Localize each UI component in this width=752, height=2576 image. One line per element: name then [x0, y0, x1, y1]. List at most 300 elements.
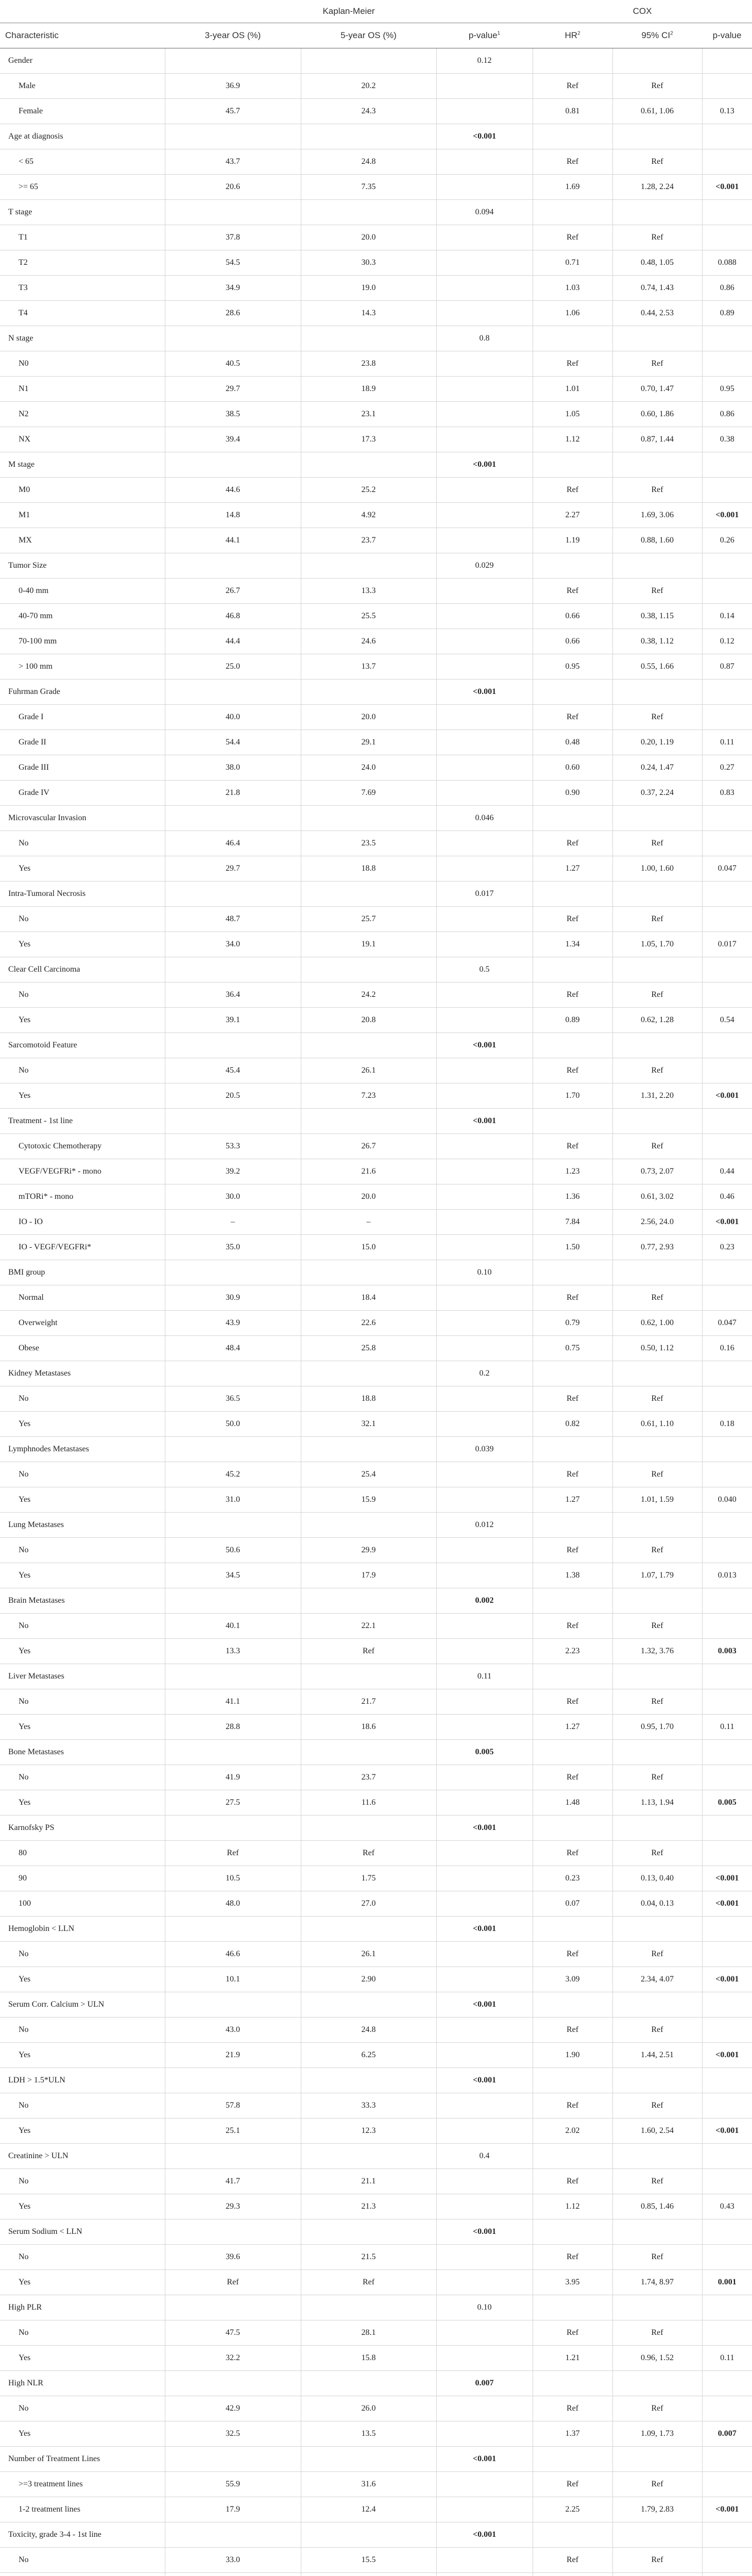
- value-cell: 50.6: [165, 1538, 301, 1563]
- value-cell: [533, 2371, 612, 2396]
- value-cell: 0.83: [702, 781, 752, 806]
- value-cell: 20.2: [301, 74, 436, 99]
- value-cell: [436, 1866, 533, 1891]
- value-cell: [436, 1891, 533, 1917]
- group-label: Bone Metastases: [0, 1740, 165, 1765]
- value-cell: [702, 149, 752, 175]
- value-cell: [301, 2219, 436, 2245]
- value-cell: 0.005: [702, 1790, 752, 1816]
- value-cell: 0.96, 1.52: [612, 2346, 702, 2371]
- value-cell: 1.74, 8.97: [612, 2270, 702, 2295]
- value-cell: [702, 74, 752, 99]
- value-cell: [612, 2144, 702, 2169]
- value-cell: [612, 1109, 702, 1134]
- value-cell: [165, 2371, 301, 2396]
- value-cell: [702, 1614, 752, 1639]
- value-cell: 0.85, 1.46: [612, 2194, 702, 2219]
- group-header-row: [0, 1917, 752, 1942]
- value-cell: 0.23: [533, 1866, 612, 1891]
- value-cell: [612, 1513, 702, 1538]
- characteristic-label: Yes: [0, 1563, 165, 1588]
- value-cell: [702, 452, 752, 478]
- value-cell: [702, 1917, 752, 1942]
- value-cell: 1.50: [533, 1235, 612, 1260]
- value-cell: [436, 831, 533, 856]
- value-cell: Ref: [533, 1538, 612, 1563]
- value-cell: [702, 200, 752, 225]
- value-cell: Ref: [533, 1841, 612, 1866]
- value-cell: 0.047: [702, 1311, 752, 1336]
- value-cell: 0.95: [702, 377, 752, 402]
- value-cell: [612, 2447, 702, 2472]
- table-row: [0, 932, 752, 957]
- value-cell: [702, 1765, 752, 1790]
- group-label: Clear Cell Carcinoma: [0, 957, 165, 982]
- value-cell: [436, 1790, 533, 1816]
- value-cell: [612, 553, 702, 579]
- value-cell: 48.7: [165, 907, 301, 932]
- value-cell: 30.3: [301, 250, 436, 276]
- value-cell: [436, 2421, 533, 2447]
- column-header: 95% $CI^2$: [612, 23, 702, 48]
- value-cell: [436, 74, 533, 99]
- group-label: Liver Metastases: [0, 1664, 165, 1689]
- value-cell: [702, 124, 752, 149]
- table-row: [0, 2548, 752, 2573]
- value-cell: 34.0: [165, 932, 301, 957]
- value-cell: [612, 680, 702, 705]
- value-cell: Ref: [612, 2018, 702, 2043]
- value-cell: [301, 1816, 436, 1841]
- group-label: LDH > 1.5*ULN: [0, 2068, 165, 2093]
- value-cell: [436, 932, 533, 957]
- value-cell: [702, 2396, 752, 2421]
- value-cell: [165, 2144, 301, 2169]
- characteristic-label: Grade II: [0, 730, 165, 755]
- value-cell: [301, 1664, 436, 1689]
- group-header-row: [0, 2371, 752, 2396]
- value-cell: 1.79, 2.83: [612, 2497, 702, 2522]
- value-cell: [533, 680, 612, 705]
- value-cell: <0.001: [436, 2447, 533, 2472]
- group-header-row: [0, 452, 752, 478]
- group-label: Tumor Size: [0, 553, 165, 579]
- value-cell: 17.9: [301, 1563, 436, 1588]
- characteristic-label: M1: [0, 503, 165, 528]
- value-cell: <0.001: [702, 2497, 752, 2522]
- value-cell: [702, 1260, 752, 1285]
- table-row: [0, 1462, 752, 1487]
- value-cell: [436, 654, 533, 680]
- value-cell: <0.001: [436, 1917, 533, 1942]
- value-cell: 22.1: [301, 1614, 436, 1639]
- value-cell: 18.8: [301, 1386, 436, 1412]
- value-cell: 4.92: [301, 503, 436, 528]
- value-cell: 24.6: [301, 629, 436, 654]
- value-cell: 1.19: [533, 528, 612, 553]
- value-cell: Ref: [533, 1058, 612, 1083]
- value-cell: [436, 377, 533, 402]
- value-cell: [165, 2447, 301, 2472]
- value-cell: Ref: [533, 831, 612, 856]
- value-cell: <0.001: [436, 1109, 533, 1134]
- value-cell: Ref: [612, 831, 702, 856]
- value-cell: 0.14: [702, 604, 752, 629]
- value-cell: [702, 1513, 752, 1538]
- table-row: [0, 604, 752, 629]
- table-row: [0, 1184, 752, 1210]
- value-cell: [612, 1816, 702, 1841]
- value-cell: [702, 1664, 752, 1689]
- value-cell: 0.007: [436, 2371, 533, 2396]
- value-cell: 0.13, 0.40: [612, 1866, 702, 1891]
- characteristic-label: Grade III: [0, 755, 165, 781]
- value-cell: 0.60, 1.86: [612, 402, 702, 427]
- value-cell: [702, 957, 752, 982]
- value-cell: 0.38, 1.12: [612, 629, 702, 654]
- value-cell: [165, 2295, 301, 2320]
- value-cell: 0.61, 3.02: [612, 1184, 702, 1210]
- value-cell: [436, 99, 533, 124]
- value-cell: Ref: [612, 1614, 702, 1639]
- table-row: [0, 2043, 752, 2068]
- value-cell: [533, 553, 612, 579]
- header-group-row: [0, 0, 752, 23]
- group-label: Brain Metastases: [0, 1588, 165, 1614]
- value-cell: [612, 2522, 702, 2548]
- value-cell: 26.1: [301, 1942, 436, 1967]
- value-cell: Ref: [533, 1285, 612, 1311]
- characteristic-label: No: [0, 1386, 165, 1412]
- value-cell: [436, 907, 533, 932]
- value-cell: [436, 2194, 533, 2219]
- value-cell: 1.38: [533, 1563, 612, 1588]
- value-cell: 0.95, 1.70: [612, 1715, 702, 1740]
- group-label: M stage: [0, 452, 165, 478]
- cox-header: COX: [533, 0, 752, 23]
- characteristic-label: 1-2 treatment lines: [0, 2497, 165, 2522]
- group-header-row: [0, 1740, 752, 1765]
- value-cell: 1.05: [533, 402, 612, 427]
- table-row: [0, 1639, 752, 1664]
- value-cell: [612, 1437, 702, 1462]
- characteristic-label: 40-70 mm: [0, 604, 165, 629]
- value-cell: [702, 1058, 752, 1083]
- value-cell: [702, 1437, 752, 1462]
- characteristic-label: mTORi* - mono: [0, 1184, 165, 1210]
- characteristic-label: No: [0, 1614, 165, 1639]
- group-label: High PLR: [0, 2295, 165, 2320]
- value-cell: 17.3: [301, 427, 436, 452]
- table-row: [0, 74, 752, 99]
- value-cell: 40.5: [165, 351, 301, 377]
- value-cell: 21.5: [301, 2245, 436, 2270]
- table-row: [0, 629, 752, 654]
- value-cell: 0.61, 1.10: [612, 1412, 702, 1437]
- value-cell: 1.48: [533, 1790, 612, 1816]
- value-cell: 48.0: [165, 1891, 301, 1917]
- value-cell: 0.26: [702, 528, 752, 553]
- value-cell: 13.3: [301, 579, 436, 604]
- value-cell: 11.6: [301, 1790, 436, 1816]
- group-label: Serum Corr. Calcium > ULN: [0, 1992, 165, 2018]
- value-cell: [165, 2068, 301, 2093]
- value-cell: <0.001: [702, 1210, 752, 1235]
- kaplan-meier-header: Kaplan-Meier: [165, 0, 533, 23]
- value-cell: 7.84: [533, 1210, 612, 1235]
- value-cell: Ref: [533, 225, 612, 250]
- value-cell: 34.9: [165, 276, 301, 301]
- value-cell: [533, 2068, 612, 2093]
- table-row: [0, 99, 752, 124]
- value-cell: [165, 1109, 301, 1134]
- value-cell: 45.7: [165, 99, 301, 124]
- value-cell: 10.1: [165, 1967, 301, 1992]
- value-cell: [702, 1942, 752, 1967]
- value-cell: Ref: [612, 1765, 702, 1790]
- value-cell: 29.3: [165, 2194, 301, 2219]
- value-cell: [436, 175, 533, 200]
- value-cell: Ref: [533, 2093, 612, 2119]
- characteristic-label: 0-40 mm: [0, 579, 165, 604]
- characteristic-label: Yes: [0, 1967, 165, 1992]
- value-cell: [436, 1538, 533, 1563]
- value-cell: [533, 957, 612, 982]
- value-cell: Ref: [612, 1462, 702, 1487]
- value-cell: [436, 301, 533, 326]
- value-cell: [533, 1361, 612, 1386]
- value-cell: [533, 2522, 612, 2548]
- value-cell: 0.001: [702, 2270, 752, 2295]
- value-cell: [702, 326, 752, 351]
- characteristic-label: Cytotoxic Chemotherapy: [0, 1134, 165, 1159]
- value-cell: [436, 402, 533, 427]
- group-label: Serum Sodium < LLN: [0, 2219, 165, 2245]
- value-cell: Ref: [612, 74, 702, 99]
- value-cell: 0.2: [436, 1361, 533, 1386]
- table-row: [0, 705, 752, 730]
- table-row: [0, 301, 752, 326]
- value-cell: 3.95: [533, 2270, 612, 2295]
- value-cell: [612, 1260, 702, 1285]
- value-cell: 20.0: [301, 1184, 436, 1210]
- table-row: [0, 427, 752, 452]
- value-cell: 0.90: [533, 781, 612, 806]
- value-cell: 45.2: [165, 1462, 301, 1487]
- value-cell: [436, 2573, 533, 2576]
- value-cell: Ref: [612, 1058, 702, 1083]
- value-cell: 28.1: [301, 2320, 436, 2346]
- value-cell: 2.25: [533, 2497, 612, 2522]
- value-cell: [436, 755, 533, 781]
- value-cell: [612, 1917, 702, 1942]
- value-cell: 0.37, 2.24: [612, 781, 702, 806]
- value-cell: 25.7: [301, 907, 436, 932]
- table-row: [0, 2270, 752, 2295]
- value-cell: [301, 2371, 436, 2396]
- value-cell: 0.62, 1.28: [612, 1008, 702, 1033]
- group-header-row: [0, 806, 752, 831]
- value-cell: [436, 2119, 533, 2144]
- value-cell: 0.12: [702, 629, 752, 654]
- value-cell: [702, 2320, 752, 2346]
- value-cell: [436, 1058, 533, 1083]
- value-cell: [436, 2093, 533, 2119]
- value-cell: 44.1: [165, 528, 301, 553]
- table-row: [0, 175, 752, 200]
- value-cell: [436, 503, 533, 528]
- value-cell: 46.6: [165, 1942, 301, 1967]
- value-cell: Ref: [612, 705, 702, 730]
- table-row: [0, 478, 752, 503]
- characteristic-label: Yes: [0, 1008, 165, 1033]
- group-header-row: [0, 48, 752, 74]
- value-cell: 15.9: [301, 1487, 436, 1513]
- value-cell: [436, 1462, 533, 1487]
- characteristic-label: N0: [0, 351, 165, 377]
- characteristic-label: M0: [0, 478, 165, 503]
- value-cell: [165, 2573, 301, 2576]
- value-cell: [533, 1588, 612, 1614]
- value-cell: 1.44, 2.51: [612, 2043, 702, 2068]
- value-cell: [702, 2371, 752, 2396]
- value-cell: [612, 1361, 702, 1386]
- table-row: [0, 982, 752, 1008]
- value-cell: 0.12: [436, 48, 533, 74]
- value-cell: [165, 1917, 301, 1942]
- value-cell: 25.4: [301, 1462, 436, 1487]
- value-cell: 55.9: [165, 2472, 301, 2497]
- value-cell: Ref: [612, 1689, 702, 1715]
- value-cell: [702, 1841, 752, 1866]
- characteristic-label: Yes: [0, 1412, 165, 1437]
- value-cell: 1.06: [533, 301, 612, 326]
- value-cell: Ref: [612, 2169, 702, 2194]
- value-cell: 18.6: [301, 1715, 436, 1740]
- value-cell: [165, 1437, 301, 1462]
- table-row: [0, 2169, 752, 2194]
- value-cell: [436, 629, 533, 654]
- value-cell: [612, 200, 702, 225]
- value-cell: 42.9: [165, 2396, 301, 2421]
- value-cell: [436, 1967, 533, 1992]
- value-cell: [702, 351, 752, 377]
- value-cell: Ref: [533, 907, 612, 932]
- value-cell: Ref: [612, 149, 702, 175]
- value-cell: [702, 579, 752, 604]
- value-cell: <0.001: [702, 503, 752, 528]
- value-cell: [165, 1992, 301, 2018]
- value-cell: 1.70: [533, 1083, 612, 1109]
- value-cell: 7.23: [301, 1083, 436, 1109]
- value-cell: [533, 1917, 612, 1942]
- characteristic-label: Yes: [0, 856, 165, 882]
- value-cell: [702, 680, 752, 705]
- value-cell: [301, 124, 436, 149]
- value-cell: –: [165, 1210, 301, 1235]
- table-row: [0, 1891, 752, 1917]
- value-cell: 0.10: [436, 1260, 533, 1285]
- value-cell: [612, 957, 702, 982]
- table-row: [0, 1715, 752, 1740]
- value-cell: 36.9: [165, 74, 301, 99]
- value-cell: [436, 276, 533, 301]
- value-cell: [702, 907, 752, 932]
- value-cell: 0.039: [436, 1437, 533, 1462]
- group-header-row: [0, 1437, 752, 1462]
- value-cell: 0.07: [533, 1891, 612, 1917]
- value-cell: 0.013: [702, 1563, 752, 1588]
- value-cell: 1.23: [533, 1159, 612, 1184]
- table-row: [0, 856, 752, 882]
- group-header-row: [0, 1361, 752, 1386]
- value-cell: 45.4: [165, 1058, 301, 1083]
- value-cell: Ref: [533, 2396, 612, 2421]
- table-row: [0, 1235, 752, 1260]
- value-cell: 47.5: [165, 2320, 301, 2346]
- value-cell: Ref: [301, 2270, 436, 2295]
- value-cell: 0.094: [436, 200, 533, 225]
- value-cell: [165, 1361, 301, 1386]
- group-header-row: [0, 882, 752, 907]
- group-header-row: [0, 1816, 752, 1841]
- group-label: BMI group: [0, 1260, 165, 1285]
- value-cell: 1.12: [533, 427, 612, 452]
- value-cell: 36.5: [165, 1386, 301, 1412]
- value-cell: 0.55, 1.66: [612, 654, 702, 680]
- value-cell: 35.0: [165, 1235, 301, 1260]
- value-cell: [436, 225, 533, 250]
- value-cell: 44.4: [165, 629, 301, 654]
- characteristic-label: No: [0, 2548, 165, 2573]
- characteristic-label: Female: [0, 99, 165, 124]
- characteristic-label: 70-100 mm: [0, 629, 165, 654]
- value-cell: 20.0: [301, 225, 436, 250]
- value-cell: 0.46: [702, 1184, 752, 1210]
- value-cell: 0.11: [702, 1715, 752, 1740]
- value-cell: [301, 1033, 436, 1058]
- value-cell: 19.1: [301, 932, 436, 957]
- table-row: [0, 1841, 752, 1866]
- value-cell: 20.8: [301, 1008, 436, 1033]
- value-cell: 33.0: [165, 2548, 301, 2573]
- value-cell: [533, 1260, 612, 1285]
- value-cell: 0.23: [702, 1235, 752, 1260]
- value-cell: 23.7: [301, 1765, 436, 1790]
- value-cell: [702, 982, 752, 1008]
- value-cell: 2.02: [533, 2119, 612, 2144]
- value-cell: [165, 124, 301, 149]
- characteristic-label: N1: [0, 377, 165, 402]
- value-cell: [702, 1740, 752, 1765]
- value-cell: Ref: [612, 982, 702, 1008]
- table-row: [0, 377, 752, 402]
- table-row: [0, 2119, 752, 2144]
- value-cell: 0.73, 2.07: [612, 1159, 702, 1184]
- characteristic-label: No: [0, 2018, 165, 2043]
- value-cell: [436, 2245, 533, 2270]
- value-cell: 0.86: [702, 402, 752, 427]
- value-cell: 15.8: [301, 2346, 436, 2371]
- value-cell: [612, 2219, 702, 2245]
- table-row: [0, 1614, 752, 1639]
- value-cell: 1.27: [533, 1487, 612, 1513]
- value-cell: 1.75: [301, 1866, 436, 1891]
- value-cell: [165, 1588, 301, 1614]
- value-cell: [165, 1740, 301, 1765]
- value-cell: Ref: [612, 478, 702, 503]
- value-cell: [436, 1134, 533, 1159]
